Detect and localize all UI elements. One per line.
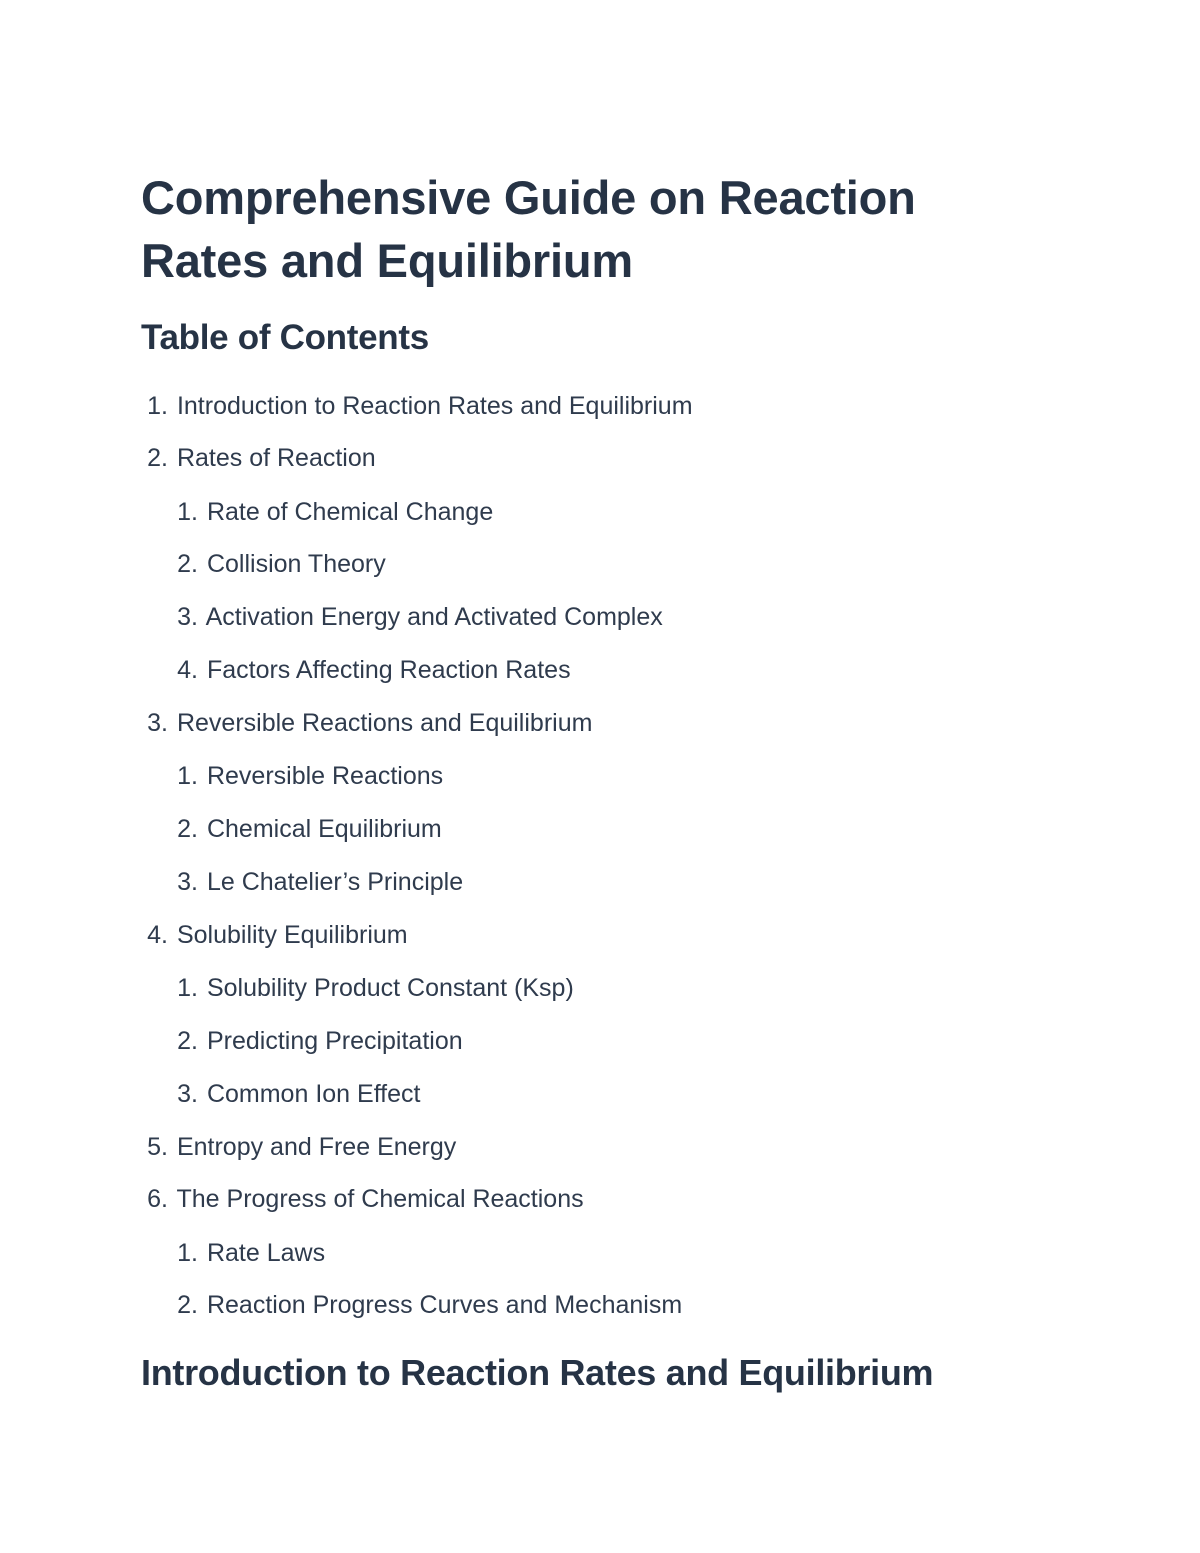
- toc-item-label: Entropy and Free Energy: [176, 1133, 457, 1161]
- toc-subitem-solubility-product-constant[interactable]: [170, 972, 574, 1004]
- toc-item-number: 2.: [177, 815, 198, 843]
- toc-item-number: 3.: [177, 868, 198, 896]
- toc-item-label: Reversible Reactions: [206, 762, 444, 790]
- toc-item-label: Rates of Reaction: [176, 444, 376, 472]
- toc-heading: Table of Contents: [141, 318, 429, 357]
- toc-item-label: Activation Energy and Activated Complex: [205, 603, 663, 631]
- toc-item-entropy-free-energy[interactable]: [140, 1131, 456, 1163]
- toc-item-number: 1.: [177, 498, 198, 526]
- toc-item-label: Rate Laws: [206, 1239, 326, 1267]
- toc-item-reversible-reactions-equilibrium[interactable]: [140, 707, 592, 739]
- toc-subitem-reaction-progress-curves[interactable]: [170, 1289, 682, 1321]
- toc-subitem-common-ion-effect[interactable]: [170, 1078, 420, 1110]
- toc-item-number: 1.: [147, 392, 168, 420]
- toc-item-label: Introduction to Reaction Rates and Equilibrium: [176, 392, 693, 420]
- toc-subitem-chemical-equilibrium[interactable]: [170, 813, 442, 845]
- toc-item-number: 1.: [177, 762, 198, 790]
- toc-item-label: Factors Affecting Reaction Rates: [206, 656, 571, 684]
- toc-item-number: 1.: [177, 1239, 198, 1267]
- toc-item-number: 4.: [177, 656, 198, 684]
- toc-item-introduction[interactable]: [140, 390, 693, 422]
- toc-item-label: Reaction Progress Curves and Mechanism: [206, 1291, 683, 1319]
- toc-item-label: Collision Theory: [206, 550, 386, 578]
- toc-item-label: Chemical Equilibrium: [206, 815, 442, 843]
- toc-item-label: Rate of Chemical Change: [206, 498, 494, 526]
- toc-item-number: 3.: [177, 1080, 198, 1108]
- toc-item-number: 2.: [147, 444, 168, 472]
- toc-item-number: 3.: [177, 603, 198, 631]
- toc-item-label: Le Chatelier’s Principle: [206, 868, 464, 896]
- toc-item-number: 6.: [147, 1185, 168, 1213]
- toc-subitem-le-chateliers-principle[interactable]: [170, 866, 463, 898]
- toc-item-label: Solubility Equilibrium: [176, 921, 408, 949]
- toc-item-label: The Progress of Chemical Reactions: [176, 1185, 584, 1213]
- toc-subitem-predicting-precipitation[interactable]: [170, 1025, 463, 1057]
- toc-item-number: 2.: [177, 550, 198, 578]
- toc-subitem-reversible-reactions[interactable]: [170, 760, 443, 792]
- toc-item-number: 4.: [147, 921, 168, 949]
- toc-item-number: 1.: [177, 974, 198, 1002]
- section-heading-introduction: Introduction to Reaction Rates and Equilibrium: [141, 1352, 934, 1393]
- toc-item-label: Predicting Precipitation: [206, 1027, 463, 1055]
- toc-item-solubility-equilibrium[interactable]: [140, 919, 408, 951]
- toc-subitem-collision-theory[interactable]: [170, 548, 386, 580]
- toc-item-label: Reversible Reactions and Equilibrium: [176, 709, 593, 737]
- toc-item-label: Solubility Product Constant (Ksp): [206, 974, 574, 1002]
- toc-subitem-rate-of-chemical-change[interactable]: [170, 496, 493, 528]
- toc-item-number: 2.: [177, 1291, 198, 1319]
- toc-item-rates-of-reaction[interactable]: [140, 442, 376, 474]
- document-title: Comprehensive Guide on Reaction Rates and Equilibrium: [141, 171, 916, 287]
- toc-item-progress-of-reactions[interactable]: [140, 1183, 584, 1215]
- toc-subitem-rate-laws[interactable]: [170, 1237, 325, 1269]
- toc-item-number: 2.: [177, 1027, 198, 1055]
- toc-item-number: 5.: [147, 1133, 168, 1161]
- toc-item-label: Common Ion Effect: [206, 1080, 421, 1108]
- toc-item-number: 3.: [147, 709, 168, 737]
- toc-subitem-activation-energy[interactable]: [170, 601, 663, 633]
- toc-subitem-factors-affecting-rates[interactable]: [170, 654, 571, 686]
